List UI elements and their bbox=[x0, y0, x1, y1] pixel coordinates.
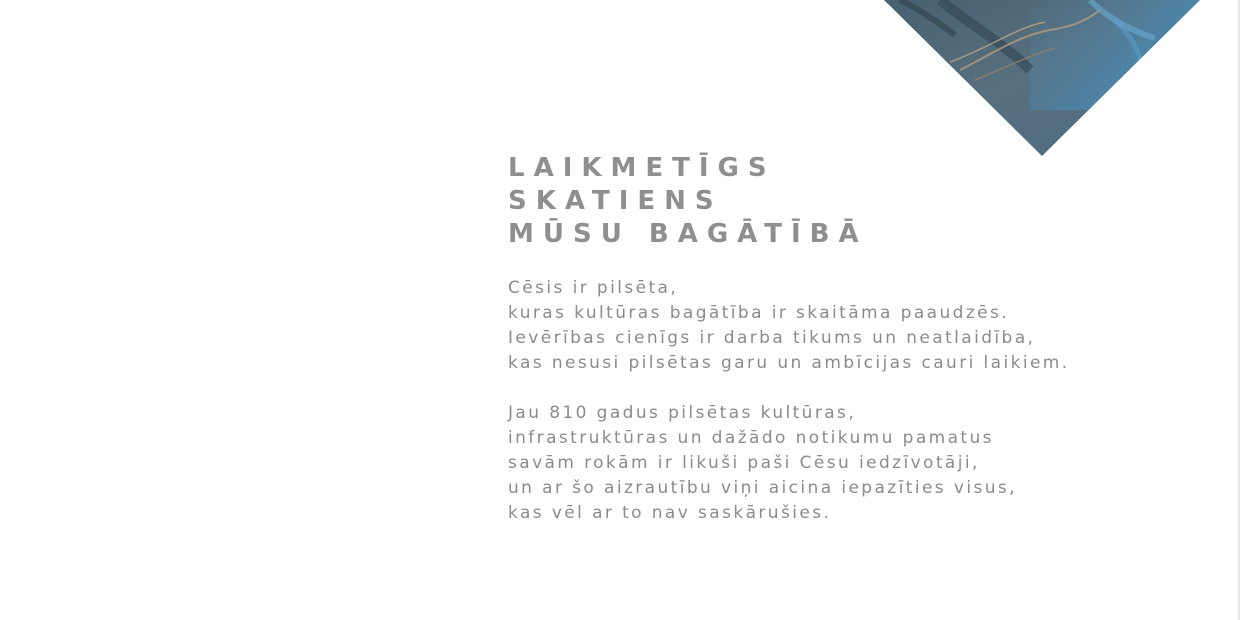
paragraph-line: kas nesusi pilsētas garu un ambīcijas cauri laikiem. bbox=[508, 353, 1070, 373]
paragraph-line: kuras kultūras bagātība ir skaitāma paaudzēs. bbox=[508, 303, 1010, 323]
paragraph-line: kas vēl ar to nav saskārušies. bbox=[508, 503, 832, 523]
photo-triangle-graphic bbox=[880, 0, 1210, 160]
paragraph-line: savām rokām ir likuši paši Cēsu iedzīvotāji, bbox=[508, 453, 980, 473]
heading-line: SKATIENS bbox=[508, 186, 723, 216]
paragraph-line: un ar šo aizrautību viņi aicina iepazīties visus, bbox=[508, 478, 1017, 498]
page-heading bbox=[508, 152, 868, 251]
intro-paragraph bbox=[508, 276, 1070, 376]
paragraph-line: Ievērības cienīgs ir darba tikums un neatlaidība, bbox=[508, 328, 1036, 348]
paragraph-line: Jau 810 gadus pilsētas kultūras, bbox=[508, 403, 857, 423]
heading-line: MŪSU BAGĀTĪBĀ bbox=[508, 219, 868, 249]
paragraph-line: infrastruktūras un dažādo notikumu pamatus bbox=[508, 428, 994, 448]
decorative-photo-triangle bbox=[880, 0, 1210, 160]
heading-line: LAIKMETĪGS bbox=[508, 153, 776, 183]
history-paragraph bbox=[508, 401, 1017, 526]
paragraph-line: Cēsis ir pilsēta, bbox=[508, 278, 679, 298]
